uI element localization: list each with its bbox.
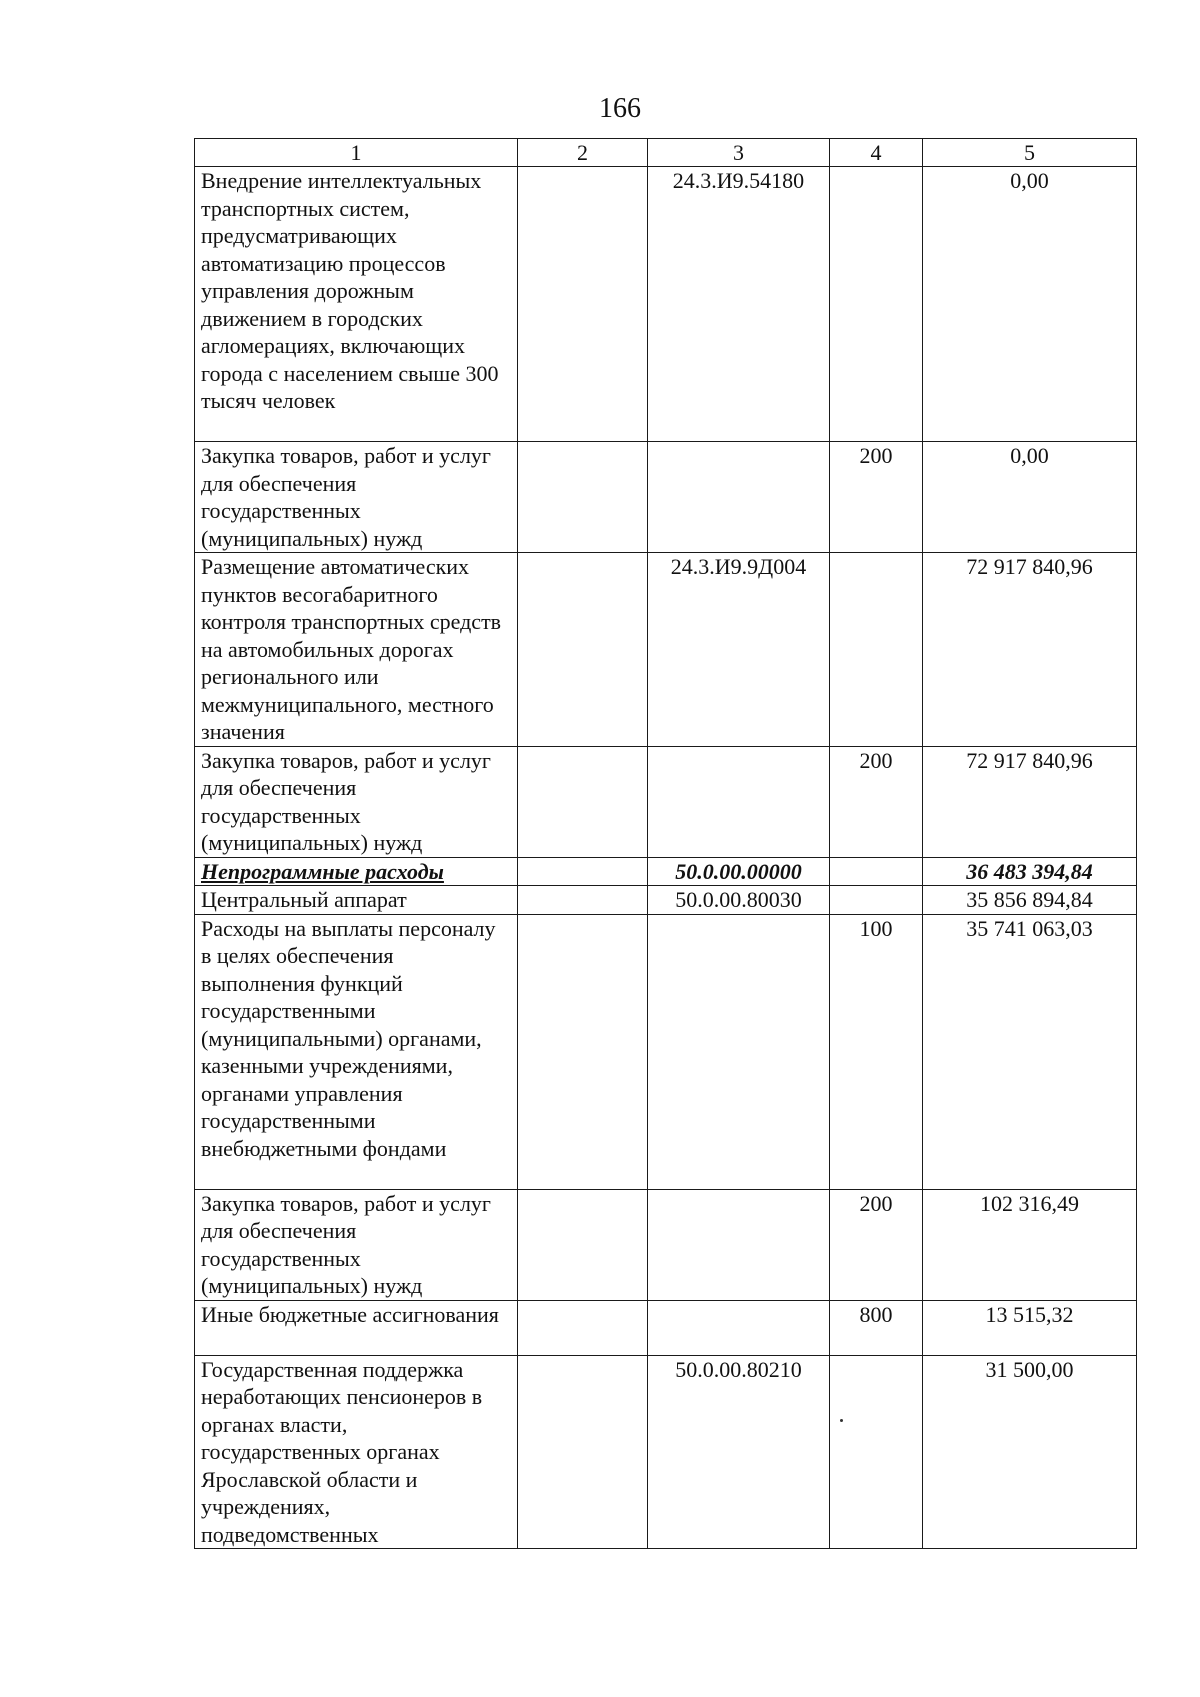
row-sum: 35 856 894,84 bbox=[923, 886, 1137, 915]
row-col2 bbox=[518, 746, 648, 857]
row-sum: 36 483 394,84 bbox=[923, 857, 1137, 886]
column-header: 3 bbox=[648, 139, 830, 167]
row-col2 bbox=[518, 553, 648, 747]
table-row bbox=[195, 746, 1137, 857]
row-type bbox=[830, 1355, 923, 1549]
row-sum: 72 917 840,96 bbox=[923, 746, 1137, 857]
row-name: Центральный аппарат bbox=[195, 886, 518, 915]
row-col2 bbox=[518, 442, 648, 553]
row-code: 24.3.И9.9Д004 bbox=[648, 553, 830, 747]
table-row bbox=[195, 167, 1137, 442]
row-code: 24.3.И9.54180 bbox=[648, 167, 830, 442]
row-code bbox=[648, 746, 830, 857]
row-sum: 0,00 bbox=[923, 167, 1137, 442]
row-name: Непрограммные расходы bbox=[195, 857, 518, 886]
table-row bbox=[195, 886, 1137, 915]
row-sum: 72 917 840,96 bbox=[923, 553, 1137, 747]
row-name: Расходы на выплаты персоналу в целях обеспечения выполнения функций государственными (муниципальными) органами, казенными учреждениями, органами управления государственными внебюджетными фондами bbox=[195, 914, 518, 1189]
table-row-section bbox=[195, 857, 1137, 886]
row-sum: 0,00 bbox=[923, 442, 1137, 553]
row-sum: 13 515,32 bbox=[923, 1300, 1137, 1355]
row-name: Внедрение интеллектуальных транспортных систем, предусматривающих автоматизацию процессов управления дорожным движением в городских агломерациях, включающих города с населением свыше 300 тысяч человек bbox=[195, 167, 518, 442]
row-col2 bbox=[518, 857, 648, 886]
row-type bbox=[830, 553, 923, 747]
row-code bbox=[648, 914, 830, 1189]
page-number: 166 bbox=[599, 93, 641, 124]
row-type bbox=[830, 886, 923, 915]
row-sum: 31 500,00 bbox=[923, 1355, 1137, 1549]
row-sum: 35 741 063,03 bbox=[923, 914, 1137, 1189]
column-header: 1 bbox=[195, 139, 518, 167]
row-code bbox=[648, 1189, 830, 1300]
table-row bbox=[195, 914, 1137, 1189]
row-code: 50.0.00.80030 bbox=[648, 886, 830, 915]
table-row bbox=[195, 1189, 1137, 1300]
row-name: Иные бюджетные ассигнования bbox=[195, 1300, 518, 1355]
column-header: 2 bbox=[518, 139, 648, 167]
row-name: Размещение автоматических пунктов весогабаритного контроля транспортных средств на автомобильных дорогах регионального или межмуниципального, местного значения bbox=[195, 553, 518, 747]
row-col2 bbox=[518, 1189, 648, 1300]
table-row bbox=[195, 1355, 1137, 1549]
budget-table bbox=[194, 138, 1137, 1549]
row-col2 bbox=[518, 167, 648, 442]
row-type bbox=[830, 167, 923, 442]
row-code bbox=[648, 1300, 830, 1355]
table-row bbox=[195, 553, 1137, 747]
row-col2 bbox=[518, 914, 648, 1189]
row-code bbox=[648, 442, 830, 553]
row-type: 200 bbox=[830, 1189, 923, 1300]
scan-speck bbox=[840, 1419, 843, 1422]
column-header: 5 bbox=[923, 139, 1137, 167]
row-type: 100 bbox=[830, 914, 923, 1189]
table-header-row bbox=[195, 139, 1137, 167]
row-name: Закупка товаров, работ и услуг для обеспечения государственных (муниципальных) нужд bbox=[195, 442, 518, 553]
row-sum: 102 316,49 bbox=[923, 1189, 1137, 1300]
row-name: Государственная поддержка неработающих пенсионеров в органах власти, государственных органах Ярославской области и учреждениях, подведомственных bbox=[195, 1355, 518, 1549]
row-col2 bbox=[518, 886, 648, 915]
row-code: 50.0.00.80210 bbox=[648, 1355, 830, 1549]
row-name: Закупка товаров, работ и услуг для обеспечения государственных (муниципальных) нужд bbox=[195, 746, 518, 857]
column-header: 4 bbox=[830, 139, 923, 167]
row-col2 bbox=[518, 1355, 648, 1549]
row-type bbox=[830, 857, 923, 886]
row-type: 800 bbox=[830, 1300, 923, 1355]
row-type: 200 bbox=[830, 442, 923, 553]
row-code: 50.0.00.00000 bbox=[648, 857, 830, 886]
table-row bbox=[195, 442, 1137, 553]
row-col2 bbox=[518, 1300, 648, 1355]
row-type: 200 bbox=[830, 746, 923, 857]
row-name: Закупка товаров, работ и услуг для обеспечения государственных (муниципальных) нужд bbox=[195, 1189, 518, 1300]
table-row bbox=[195, 1300, 1137, 1355]
